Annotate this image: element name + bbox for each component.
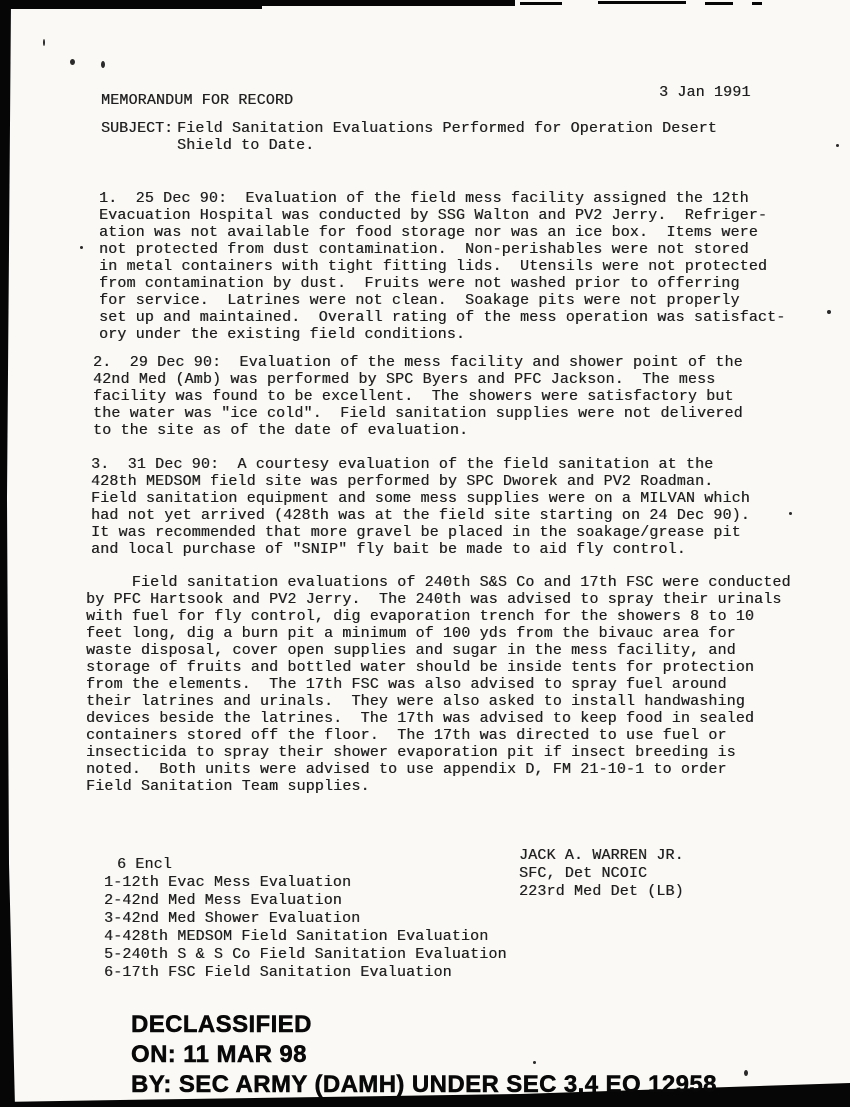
text-line: devices beside the latrines. The 17th was advised to keep food in sealed [86,710,755,727]
text-line: from contamination by dust. Fruits were not washed prior to offerring [99,275,740,292]
text-line: 3. 31 Dec 90: A courtesy evaluation of the field sanitation at the [91,456,714,473]
text-line: SFC, Det NCOIC [519,865,648,882]
text-line: ory under the existing field conditions. [99,326,466,343]
text-line: set up and maintained. Overall rating of the mess operation was satisfact- [99,309,786,326]
text-line: feet long, dig a burn pit a minimum of 100 yds from the bivauc area for [86,625,736,642]
paragraph-2 [93,354,743,439]
text-line: 3-42nd Med Shower Evaluation [104,910,361,927]
text-line: It was recommended that more gravel be placed in the soakage/grease pit [91,524,741,541]
text-line: 223rd Med Det (LB) [519,883,684,900]
text-line: 6-17th FSC Field Sanitation Evaluation [104,964,452,981]
signature-block [519,847,684,901]
memo-date: 3 Jan 1991 [659,84,751,101]
text-line: 428th MEDSOM field site was performed by SPC Dworek and PV2 Roadman. [91,473,714,490]
text-line: Field Sanitation Evaluations Performed for Operation Desert [177,120,717,137]
text-line: 42nd Med (Amb) was performed by SPC Byers and PFC Jackson. The mess [93,371,716,388]
text-line: Shield to Date. [177,137,315,154]
enclosures-block [104,856,507,982]
text-line: in metal containers with tight fitting lids. Utensils were not protected [99,258,768,275]
text-line: facility was found to be excellent. The showers were satisfactory but [93,388,734,405]
stamp-line-authority: BY: SEC ARMY (DAMH) UNDER SEC 3.4 EO 12958 [131,1070,723,1105]
subject-text [177,120,717,154]
text-line: storage of fruits and bottled water should be inside tents for protection [86,659,755,676]
text-line: Evacuation Hospital was conducted by SSG Walton and PV2 Jerry. Refriger- [99,207,768,224]
text-line: 4-428th MEDSOM Field Sanitation Evaluation [104,928,489,945]
text-line: not protected from dust contamination. Non-perishables were not stored [99,241,749,258]
text-line: Field sanitation equipment and some mess supplies were on a MILVAN which [91,490,750,507]
declassified-stamp [131,1010,723,1105]
memo-title: MEMORANDUM FOR RECORD [101,92,294,109]
text-line: 1. 25 Dec 90: Evaluation of the field mess facility assigned the 12th [99,190,749,207]
text-line: JACK A. WARREN JR. [519,847,684,864]
paragraph-3 [91,456,750,558]
text-line: containers stored off the floor. The 17th was directed to use fuel or [86,727,727,744]
text-line: the water was "ice cold". Field sanitation supplies were not delivered [93,405,743,422]
text-line: insecticida to spray their shower evaporation pit if insect breeding is [86,744,736,761]
text-line: had not yet arrived (428th was at the field site starting on 24 Dec 90). [91,507,750,524]
text-line: to the site as of the date of evaluation. [93,422,469,439]
text-line: 2-42nd Med Mess Evaluation [104,892,342,909]
text-line: waste disposal, cover open supplies and sugar in the mess facility, and [86,642,736,659]
text-line: by PFC Hartsook and PV2 Jerry. The 240th was advised to spray their urinals [86,591,782,608]
stamp-line-date: ON: 11 MAR 98 [131,1041,307,1068]
paragraph-4 [86,574,791,795]
text-line: with fuel for fly control, dig evaporation trench for the showers 8 to 10 [86,608,755,625]
text-line: and local purchase of "SNIP" fly bait be made to aid fly control. [91,541,686,558]
memo-subject [101,120,717,154]
text-line: Field sanitation evaluations of 240th S&S Co and 17th FSC were conducted [86,574,791,591]
text-line: Field Sanitation Team supplies. [86,778,370,795]
subject-label: SUBJECT: [101,120,174,137]
text-line: 5-240th S & S Co Field Sanitation Evaluation [104,946,507,963]
text-line: from the elements. The 17th FSC was also advised to spray fuel around [86,676,727,693]
stamp-line-declassified: DECLASSIFIED [131,1011,312,1038]
text-line: 1-12th Evac Mess Evaluation [104,874,352,891]
text-line: ation was not available for food storage nor was an ice box. Items were [99,224,758,241]
text-line: 2. 29 Dec 90: Evaluation of the mess facility and shower point of the [93,354,743,371]
text-line: 6 Encl [117,856,172,873]
text-line: for service. Latrines were not clean. Soakage pits were not properly [99,292,740,309]
text-line: noted. Both units were advised to use appendix D, FM 21-10-1 to order [86,761,727,778]
paragraph-1 [99,190,785,343]
text-line: their latrines and urinals. They were also asked to install handwashing [86,693,745,710]
